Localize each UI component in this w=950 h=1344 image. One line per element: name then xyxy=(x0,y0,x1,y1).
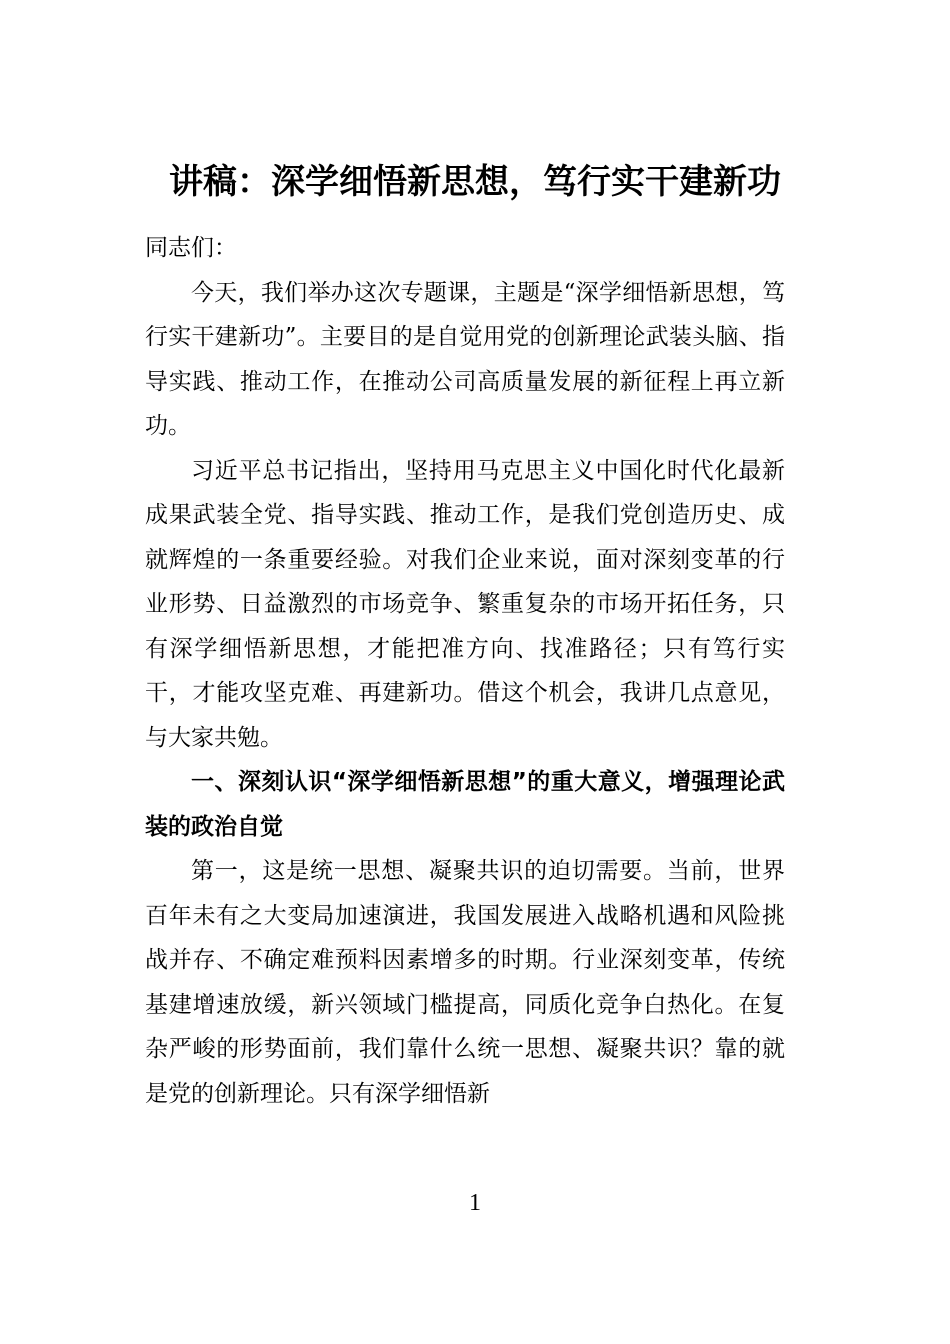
document-title: 讲稿：深学细悟新思想，笃行实干建新功 xyxy=(169,162,781,202)
paragraph-intro: 今天，我们举办这次专题课，主题是“深学细悟新思想，笃行实干建新功”。主要目的是自觉用党的创新理论武装头脑、指导实践、推动工作，在推动公司高质量发展的新征程上再立新功。 xyxy=(145,279,785,439)
page-number: 1 xyxy=(469,1190,481,1216)
document-body xyxy=(145,226,785,1116)
paragraph-quote: 习近平总书记指出，坚持用马克思主义中国化时代化最新成果武装全党、指导实践、推动工作，是我们党创造历史、成就辉煌的一条重要经验。对我们企业来说，面对深刻变革的行业形势、日益激烈的市场竞争、繁重复杂的市场开拓任务，只有深学细悟新思想，才能把准方向、找准路径；只有笃行实干，才能攻坚克难、再建新功。借这个机会，我讲几点意见，与大家共勉。 xyxy=(145,457,785,751)
salutation: 同志们： xyxy=(145,235,237,261)
section-heading: 一、深刻认识“深学细悟新思想”的重大意义，增强理论武装的政治自觉 xyxy=(145,769,785,840)
section-paragraph: 第一，这是统一思想、凝聚共识的迫切需要。当前，世界百年未有之大变局加速演进，我国发展进入战略机遇和风险挑战并存、不确定难预料因素增多的时期。行业深刻变革，传统基建增速放缓，新兴领域门槛提高，同质化竞争白热化。在复杂严峻的形势面前，我们靠什么统一思想、凝聚共识？靠的就是党的创新理论。只有深学细悟新 xyxy=(145,858,785,1107)
